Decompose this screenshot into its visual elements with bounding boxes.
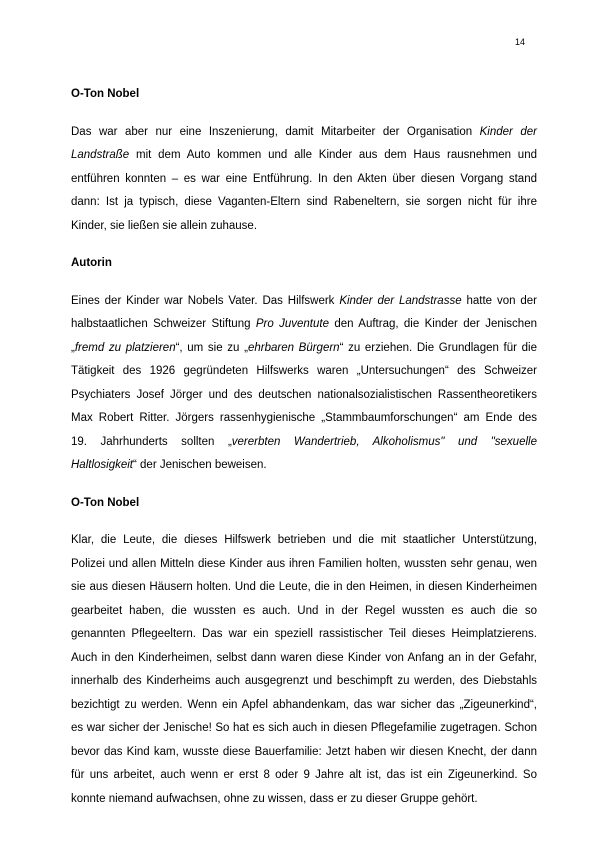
text-line [71,764,537,788]
text-line [71,576,537,600]
text-line [71,290,537,314]
italic-text-run: Kinder der Landstrasse [339,294,462,307]
text-run: Kinder, sie ließen sie allein zuhause. [71,219,258,232]
text-line [71,144,537,168]
text-line [71,431,537,455]
italic-text-run: Landstraße [71,149,130,161]
text-line [71,623,537,647]
document-body [71,83,537,825]
text-line [71,337,537,361]
text-run: Das war aber nur eine Inszenierung, damit Mitarbeiter der Organisation [71,125,480,138]
italic-text-run: Kinder der [479,125,538,138]
text-line [71,647,537,671]
text-line [71,384,537,408]
text-run: Polizei und allen Mitteln diese Kinder aus ihren Familien holten, wussten sehr genau, wen [71,557,537,570]
text-run: konnte niemand aufwachsen, ohne zu wissen, dass er zu dieser Gruppe gehört. [71,792,478,805]
paragraph [71,290,537,478]
text-run: hatte von der [461,294,537,307]
section-heading: Autorin [71,257,112,269]
text-run: Auch in den Kinderheimen, selbst dann waren diese Kinder von Anfang an in der Gefahr, [71,651,537,664]
text-run: “ zu erziehen. Die Grundlagen für die [339,341,537,354]
italic-text-run: vererbten Wandertrieb, Alkoholismus" und "sexuelle [231,435,537,448]
text-run: “ der Jenischen beweisen. [133,459,267,471]
italic-text-run: Pro Juventute [255,318,329,330]
text-run: innerhalb des Kinderheims auch ausgegrenzt und beschimpft zu werden, des Diebstahls [71,675,537,687]
text-run: „ [71,341,75,354]
text-line [71,694,537,718]
text-run: Eines der Kinder war Nobels Vater. Das Hilfswerk [71,294,340,307]
paragraph [71,121,537,239]
text-line [71,670,537,694]
page-number: 14 [514,37,525,47]
text-run: Tätigkeit des 1926 gegründeten Hilfswerks waren „Untersuchungen“ des Schweizer [71,365,537,377]
text-line [71,191,537,215]
text-line [71,553,537,577]
text-line [71,454,537,478]
paragraph [71,529,537,811]
text-line [71,788,537,812]
text-run: bevor das Kind kam, wusste diese Bauerfamilie: Jetzt haben wir diesen Knecht, der dann [71,745,537,758]
text-run: genannten Pflegeeltern. Das war ein speziell rassistischer Teil dieses Heimplatzierens. [71,628,537,640]
text-run: es war sicher der Jenische! So hat es sich auch in diesen Pflegefamilie zugetragen. Schon [71,722,537,734]
section-heading: O-Ton Nobel [71,496,140,509]
section-heading: O-Ton Nobel [71,88,140,100]
text-run: Psychiaters Josef Jörger und des deutschen nationalsozialistischen Rassentheoretikers [71,388,537,401]
text-run: den Auftrag, die Kinder der Jenischen [329,318,537,330]
text-run: für uns arbeitet, auch wenn er erst 8 oder 9 Jahre alt ist, das ist ein Zigeunerkind. So [71,769,537,781]
text-run: Klar, die Leute, die dieses Hilfswerk betrieben und die mit staatlicher Unterstützung, [71,534,537,546]
text-run: bezichtigt zu werden. Wenn ein Apfel abhandenkam, das war sicher das „Zigeunerkind“, [71,698,537,711]
text-run: entführen konnten – es war eine Entführung. In den Akten über diesen Vorgang stand [71,172,537,185]
text-run: “, um sie zu „ [175,341,248,354]
text-line [71,717,537,741]
text-line [71,407,537,431]
text-line [71,600,537,624]
text-line [71,529,537,553]
text-run: halbstaatlichen Schweizer Stiftung [71,318,256,330]
text-line [71,360,537,384]
text-run: sie aus diesen Häusern holten. Und die Leute, die in den Heimen, in diesen Kinderheimen [71,581,537,593]
text-run: mit dem Auto kommen und alle Kinder aus dem Haus rausnehmen und [129,149,537,161]
italic-text-run: ehrbaren Bürgern [247,341,340,354]
text-line [71,121,537,145]
text-run: dann: Ist ja typisch, diese Vaganten-Eltern sind Rabeneltern, sie sorgen nicht für ihre [71,196,537,208]
text-run: Max Robert Ritter. Jörgers rassenhygienische „Stammbaumforschungen“ am Ende des [71,412,537,424]
text-run: 19. Jahrhunderts sollten „ [71,435,232,448]
italic-text-run: fremd zu platzieren [74,341,176,354]
text-line [71,215,537,239]
text-line [71,741,537,765]
text-run: gearbeitet haben, die wussten es auch. Und in der Regel wussten es auch die so [71,604,537,617]
italic-text-run: Haltlosigkeit [71,459,133,471]
text-line [71,168,537,192]
text-line [71,313,537,337]
